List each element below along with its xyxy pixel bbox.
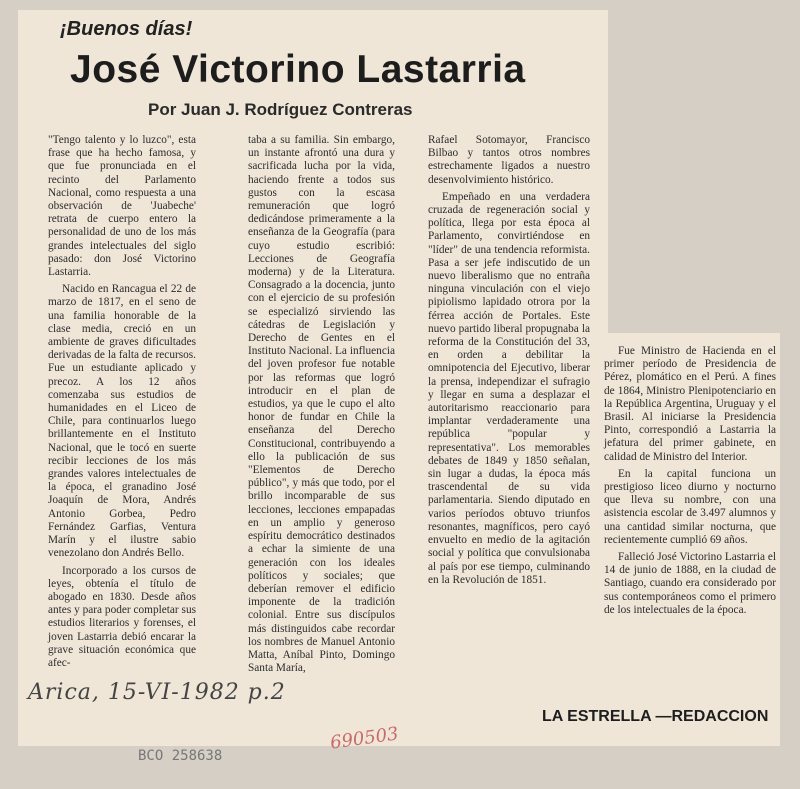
red-number: 690503 — [328, 723, 400, 754]
column-4 — [604, 345, 776, 621]
paragraph: Fue Ministro de Hacienda en el primer período de Presidencia de Pérez, plomático en el Perú. A fines de 1864, Ministro Plenipotenciario en la República Argentina, Uruguay y el Brasil. Al iniciarse la Presidencia Pinto, correspondió a Lastarria la jefatura del primer gabinete, en calidad de Ministro del Interior. — [604, 345, 776, 463]
paragraph: taba a su familia. Sin embargo, un instante afrontó una dura y sacrificada lucha por la vida, haciendo frente a todos sus gustos con la escasa remuneración que logró dedicándose primeramente a la enseñanza de la Geografía (para cuyo estudio escribió: Lecciones de Geografía moderna) y de la Literatura. Consagrado a la docencia, junto con el ejercicio de su profesión se especializó sirviendo las cátedras de Legislación y Derecho de Gentes en el Instituto Nacional. La influencia del joven profesor fue notable por las reformas que logró introducir en el plan de estudios, ya que le cupo el alto honor de fundar en Chile la enseñanza del Derecho Constitucional, contribuyendo a ello la publicación de sus "Elementos de Derecho público", y más que todo, por el brillo incomparable de sus lecciones, lecciones empapadas en un amplio y generoso espíritu democrático destinados a echar la simiente de una generación con los ideales políticos y sociales; que deberían remover el edificio imponente de la tradición colonial. Entre sus discípulos más distinguidos cabe recordar los nombres de Manuel Antonio Matta, Aníbal Pinto, Domingo Santa María, — [248, 134, 395, 675]
paragraph: Incorporado a los cursos de leyes, obtenía el título de abogado en 1830. Desde años antes y para poder completar sus estudios literarios y forenses, el joven Lastarria debió encarar la grave situación económica que afec- — [48, 564, 196, 669]
kicker: ¡Buenos días! — [60, 18, 193, 40]
column-2 — [248, 134, 395, 679]
paragraph: "Tengo talento y lo luzco", esta frase que ha hecho famosa, y que fue pronunciada en el recinto del Parlamento Nacional, como respuesta a una observación de 'Juabeche' retrata de cuerpo entero la personalidad de uno de los más grandes intelectuales del siglo pasado: don José Victorino Lastarria. — [48, 134, 196, 279]
paragraph: Falleció José Victorino Lastarria el 14 de junio de 1888, en la ciudad de Santiago, cuando era considerado por sus contemporáneos como el primero de los intelectuales de la época. — [604, 551, 776, 616]
paragraph: Rafael Sotomayor, Francisco Bilbao y tantos otros nombres estrechamente ligados a nuestro desenvolvimiento histórico. — [428, 134, 590, 186]
article-title: José Victorino Lastarria — [70, 48, 526, 91]
paragraph: En la capital funciona un prestigioso liceo diurno y nocturno que lleva su nombre, con una asistencia escolar de 3.497 alumnos y una cantidad similar nocturna, que recientemente cumplió 69 años. — [604, 467, 776, 546]
paragraph: Nacido en Rancagua el 22 de marzo de 1817, en el seno de una familia honorable de la clase media, creció en un ambiente de graves dificultades derivadas de la falta de recursos. Fue un estudiante aplicado y precoz. A los 12 años comenzaba sus estudios de humanidades en el Liceo de Chile, para continuarlos luego brillantemente en el Instituto Nacional, que le tocó en suerte recibir lecciones de los más grandes valores intelectuales de la época, el granadino José Joaquín de Mora, Andrés Antonio Gorbea, Pedro Fernández Garfias, Ventura Marín y el ilustre sabio venezolano don Andrés Bello. — [48, 283, 196, 560]
byline: Por Juan J. Rodríguez Contreras — [148, 100, 413, 119]
archive-stamp: BCO 258638 — [138, 748, 223, 764]
paragraph: Empeñado en una verdadera cruzada de regeneración social y política, llega por esta época al Parlamento, convirtiéndose en "líder" de una tendencia reformista. Pasa a ser jefe indiscutido de un nuevo liberalismo que no entraña ninguna vinculación con el viejo pipiolismo lapidado otrora por la férrea acción de Portales. Este nuevo partido liberal propugnaba la reforma de la Constitución del 33, en orden a debilitar la omnipotencia del Ejecutivo, liberar la prensa, independizar el sufragio y llegar en suma a desplazar el autoritarismo reaccionario para implantar verdaderamente una república "popular y representativa". Los memorables debates de 1849 y 1850 señalan, sin lugar a dudas, la época más trascendental de su vida parlamentaria. Siendo diputado en varios períodos obtuvo triunfos resonantes, magníficos, pero cayó envuelto en medio de la agitación social y política que convulsionaba al país por ese tiempo, culminando en la Revolución de 1851. — [428, 190, 590, 586]
column-1 — [48, 134, 196, 674]
signature: LA ESTRELLA —REDACCION — [542, 708, 769, 725]
handwritten-note: Arica, 15-VI-1982 p.2 — [28, 680, 286, 705]
column-3 — [428, 134, 590, 591]
